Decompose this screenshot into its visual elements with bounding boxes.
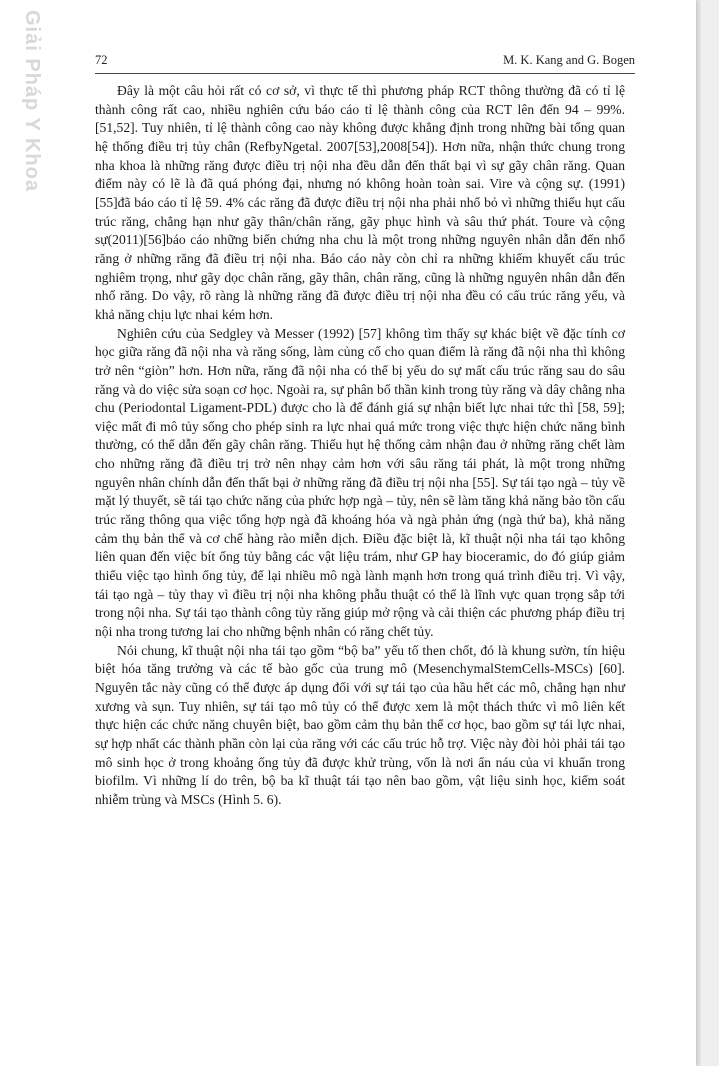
paragraph-3: Nói chung, kĩ thuật nội nha tái tạo gồm “bộ ba” yếu tố then chốt, đó là khung sườn, tín hiệu biệt hóa tăng trưởng và các tế bào gốc của trung mô (MesenchymalStemCells-MSCs) [60]. Nguyên tắc này cũng có thể được áp dụng đối với sự tái tạo của hầu hết các mô, chẳng hạn như xương và sụn. Tuy nhiên, sự tái tạo mô tủy có thể được xem là một thách thức vì mô liên kết thực hiện các chức năng chuyên biệt, bao gồm cảm thụ bản thể cơ học, bao gồm sự tái lực nhai, sự hợp nhất các thành phần còn lại của răng với các cấu trúc hỗ trợ. Việc này đòi hỏi phải tái tạo mô sinh học ở trong khoảng ống tủy đã được khử trùng, vốn là nơi ẩn náu của vi khuẩn trong biofilm. Vì những lí do trên, bộ ba kĩ thuật tái tạo nên bao gồm, vật liệu sinh học, kiểm soát nhiễm trùng và MSCs (Hình 5. 6). xyxy=(95,642,625,807)
scrollbar-track[interactable] xyxy=(701,0,719,1066)
paragraph-2: Nghiên cứu của Sedgley và Messer (1992) [57] không tìm thấy sự khác biệt về đặc tính cơ học giữa răng đã nội nha và răng sống, làm củng cố cho quan điểm là răng đã nội nha thì không trở nên “giòn” hơn. Hơn nữa, răng đã nội nha có thể bị yếu do sự mất cấu trúc răng sau do sâu răng và do việc sửa soạn cơ học. Ngoài ra, sự phân bố thần kinh trong tủy răng và dây chằng nha chu (Periodontal Ligament-PDL) được cho là để đánh giá sự nhận biết lực nhai tức thì [58, 59]; việc mất đi mô tủy sống cho phép sinh ra lực nhai quá mức trong việc thực hiện chức năng bình thường, có thể dẫn đến gãy chân răng. Thiếu hụt hệ thống cảm nhận đau ở những răng chết làm cho những răng đã điều trị trở nên nhạy cảm hơn với sâu răng tái phát, là một trong những nguyên nhân chính dẫn đến thất bại ở những răng đã điều trị nội nha [55]. Sự tái tạo ngà – tủy về mặt lý thuyết, sẽ tái tạo chức năng của phức hợp ngà – tủy, nên sẽ làm tăng khả năng bảo tồn cấu trúc răng thông qua việc tổng hợp ngà đã khoáng hóa và ngà phản ứng (ngà thứ ba), khả năng cảm thụ bản thể và cơ chế hàng rào miễn dịch. Điều đặc biệt là, kĩ thuật nội nha tái tạo không liên quan đến việc bít ống tủy bằng các vật liệu trám, như GP hay bioceramic, do đó giúp giảm thiểu việc tạo hình ống tủy, để lại nhiều mô ngà lành mạnh hơn trong quá trình điều trị. Vì vậy, tái tạo ngà – tủy thay vì điều trị nội nha không phẫu thuật có thể là lĩnh vực quan trọng sắp tới trong nội nha. Sự tái tạo thành công tủy răng giúp mở rộng và cải thiện các phương pháp điều trị nội nha trong tương lai cho những bệnh nhân có răng chết tủy. xyxy=(95,325,625,640)
paragraph-1: Đây là một câu hỏi rất có cơ sở, vì thực tế thì phương pháp RCT thông thường đã có tỉ lệ thành công rất cao, nhiều nghiên cứu báo cáo tỉ lệ thành công của RCT lên đến 94 – 99%. [51,52]. Tuy nhiên, tỉ lệ thành công cao này không được khẳng định trong những bài tổng quan hệ thống điều trị tủy chân (RefbyNgetal. 2007[53],2008[54]). Hơn nữa, nhận thức chung trong nha khoa là những răng được điều trị nội nha đều dẫn đến thất bại vì sự gãy chân răng. Quan điểm này có lẽ là đã quá phóng đại, nhưng nó không hoàn toàn sai. Vire và cộng sự. (1991)[55]đã báo cáo tỉ lệ 59. 4% các răng đã được điều trị nội nha phải nhổ bỏ vì những thiếu hụt cấu trúc răng, chẳng hạn như gãy thân/chân răng, gãy phục hình và sâu thứ phát. Toure và cộng sự(2011)[56]báo cáo những biến chứng nha chu là một trong những nguyên nhân dẫn đến nhổ răng ở những răng đã điều trị nội nha. Báo cáo này còn chỉ ra những khiếm khuyết cấu trúc nghiêm trọng, như gãy dọc chân răng, gãy thân, chân răng, cũng là những nguyên nhân dẫn đến nhổ răng. Do vậy, rõ ràng là những răng đã được điều trị nội nha đều có cấu trúc răng yếu, và khả năng chịu lực nhai kém hơn. xyxy=(95,83,625,322)
header-rule xyxy=(95,73,635,74)
running-head-authors: M. K. Kang and G. Bogen xyxy=(503,53,635,67)
watermark: Giải Pháp Y Khoa xyxy=(21,10,43,192)
page-number: 72 xyxy=(95,53,108,67)
body-text xyxy=(95,82,625,810)
